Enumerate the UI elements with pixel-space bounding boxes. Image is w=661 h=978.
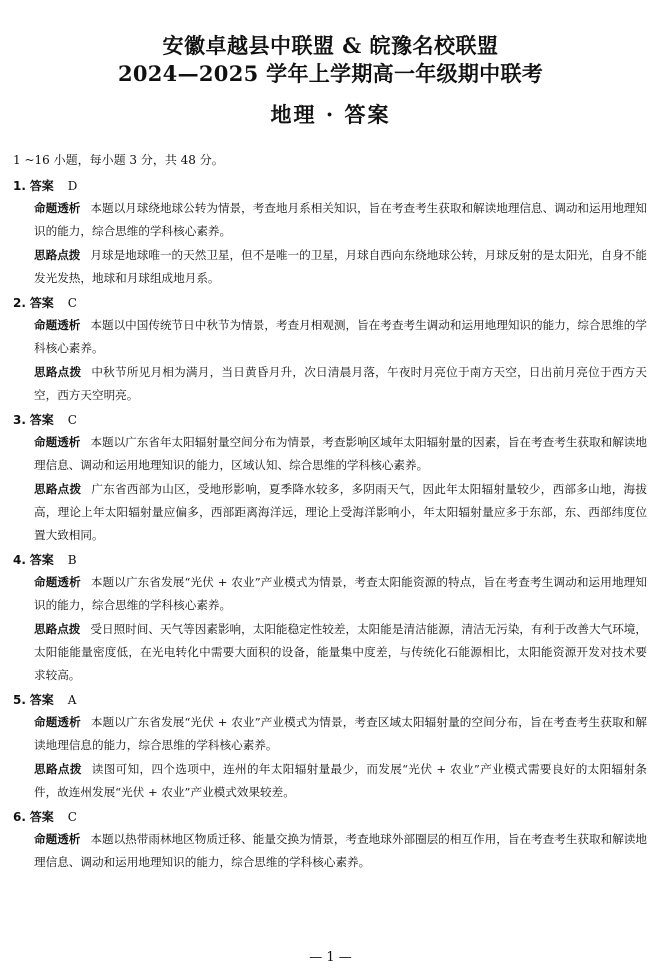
- hint-label: 思路点拨: [34, 248, 81, 262]
- hint-text: 读图可知，四个选项中，连州的年太阳辐射量最少，而发展“光伏 + 农业”产业模式需要良好的太阳辐射条件，故连州发展“光伏 + 农业”产业模式效果较差。: [34, 762, 647, 799]
- answer-line: [13, 176, 647, 196]
- hint-text: 广东省西部为山区，受地形影响，夏季降水较多，多阴雨天气，因此年太阳辐射量较少，西部多山地，海拔高，理论上年太阳辐射量应偏多，西部距离海洋远，理论上受海洋影响小，年太阳辐射量应多于东部，东、西部纬度位置大致相同。: [34, 482, 647, 542]
- analysis-paragraph: [13, 828, 647, 874]
- analysis-paragraph: [13, 314, 647, 360]
- header-alliance-title: 安徽卓越县中联盟 & 皖豫名校联盟: [162, 33, 499, 58]
- analysis-label: 命题透析: [34, 832, 81, 846]
- question-number: 6.: [13, 810, 26, 824]
- analysis-label: 命题透析: [34, 318, 81, 332]
- answer-item-1: [13, 176, 647, 290]
- hint-paragraph: [13, 618, 647, 687]
- analysis-text: 本题以中国传统节日中秋节为情景，考查月相观测，旨在考查考生调动和运用地理知识的能力，综合思维的学科核心素养。: [34, 318, 647, 355]
- analysis-paragraph: [13, 711, 647, 757]
- answer-label: 答案: [29, 179, 54, 193]
- answer-label: 答案: [29, 296, 54, 310]
- analysis-text: 本题以热带雨林地区物质迁移、能量交换为情景，考查地球外部圈层的相互作用，旨在考查考生获取和解读地理信息、调动和运用地理知识的能力，综合思维的学科核心素养。: [34, 832, 647, 869]
- answer-line: [13, 410, 647, 430]
- answer-letter: A: [67, 693, 77, 707]
- question-number: 4.: [13, 553, 26, 567]
- page-number: — 1 —: [309, 950, 352, 965]
- analysis-label: 命题透析: [34, 575, 81, 589]
- analysis-label: 命题透析: [34, 435, 81, 449]
- analysis-text: 本题以广东省年太阳辐射量空间分布为情景，考查影响区域年太阳辐射量的因素，旨在考查考生获取和解读地理信息、调动和运用地理知识的能力，区域认知、综合思维的学科核心素养。: [34, 435, 647, 472]
- answer-item-5: [13, 690, 647, 804]
- hint-text: 中秋节所见月相为满月，当日黄昏月升，次日清晨月落，午夜时月亮位于南方天空，日出前月亮位于西方天空，西方天空明亮。: [34, 365, 647, 402]
- hint-paragraph: [13, 244, 647, 290]
- analysis-label: 命题透析: [34, 201, 81, 215]
- question-number: 5.: [13, 693, 26, 707]
- analysis-paragraph: [13, 197, 647, 243]
- analysis-paragraph: [13, 571, 647, 617]
- analysis-text: 本题以月球绕地球公转为情景，考查地月系相关知识，旨在考查考生获取和解读地理信息、调动和运用地理知识的能力，综合思维的学科核心素养。: [34, 201, 647, 238]
- answer-label: 答案: [29, 413, 54, 427]
- scoring-intro: 1 ~16 小题，每小题 3 分，共 48 分。: [13, 153, 224, 167]
- hint-label: 思路点拨: [34, 622, 81, 636]
- answer-item-3: [13, 410, 647, 547]
- hint-paragraph: [13, 478, 647, 547]
- answer-item-4: [13, 550, 647, 687]
- header-exam-title: 2024—2025 学年上学期高一年级期中联考: [117, 61, 544, 86]
- hint-paragraph: [13, 758, 647, 804]
- question-number: 2.: [13, 296, 26, 310]
- answer-item-6: [13, 807, 647, 874]
- answer-letter: C: [67, 810, 77, 824]
- answer-letter: C: [67, 413, 77, 427]
- answer-line: [13, 690, 647, 710]
- hint-label: 思路点拨: [34, 762, 82, 776]
- answer-letter: D: [67, 179, 78, 193]
- hint-paragraph: [13, 361, 647, 407]
- analysis-text: 本题以广东省发展“光伏 + 农业”产业模式为情景，考查区域太阳辐射量的空间分布，旨在考查考生获取和解读地理信息的能力，综合思维的学科核心素养。: [34, 715, 647, 752]
- answer-line: [13, 807, 647, 827]
- hint-label: 思路点拨: [34, 482, 82, 496]
- answer-letter: C: [67, 296, 77, 310]
- analysis-text: 本题以广东省发展“光伏 + 农业”产业模式为情景，考查太阳能资源的特点，旨在考查考生调动和运用地理知识的能力，综合思维的学科核心素养。: [34, 575, 647, 612]
- answer-list: [13, 173, 647, 874]
- answer-label: 答案: [29, 693, 54, 707]
- subject-title: 地理 · 答案: [270, 102, 391, 127]
- analysis-paragraph: [13, 431, 647, 477]
- answer-label: 答案: [29, 553, 54, 567]
- hint-label: 思路点拨: [34, 365, 82, 379]
- question-number: 1.: [13, 179, 26, 193]
- answer-item-2: [13, 293, 647, 407]
- hint-text: 月球是地球唯一的天然卫星，但不是唯一的卫星，月球自西向东绕地球公转，月球反射的是太阳光，自身不能发光发热，地球和月球组成地月系。: [34, 248, 647, 285]
- question-number: 3.: [13, 413, 26, 427]
- answer-letter: B: [67, 553, 77, 567]
- answer-label: 答案: [29, 810, 54, 824]
- analysis-label: 命题透析: [34, 715, 81, 729]
- hint-text: 受日照时间、天气等因素影响，太阳能稳定性较差，太阳能是清洁能源，清洁无污染，有利于改善大气环境，太阳能能量密度低，在光电转化中需要大面积的设备，能量集中度差，与传统化石能源相比，太阳能资源开发对技术要求较高。: [34, 622, 647, 682]
- answer-line: [13, 293, 647, 313]
- answer-line: [13, 550, 647, 570]
